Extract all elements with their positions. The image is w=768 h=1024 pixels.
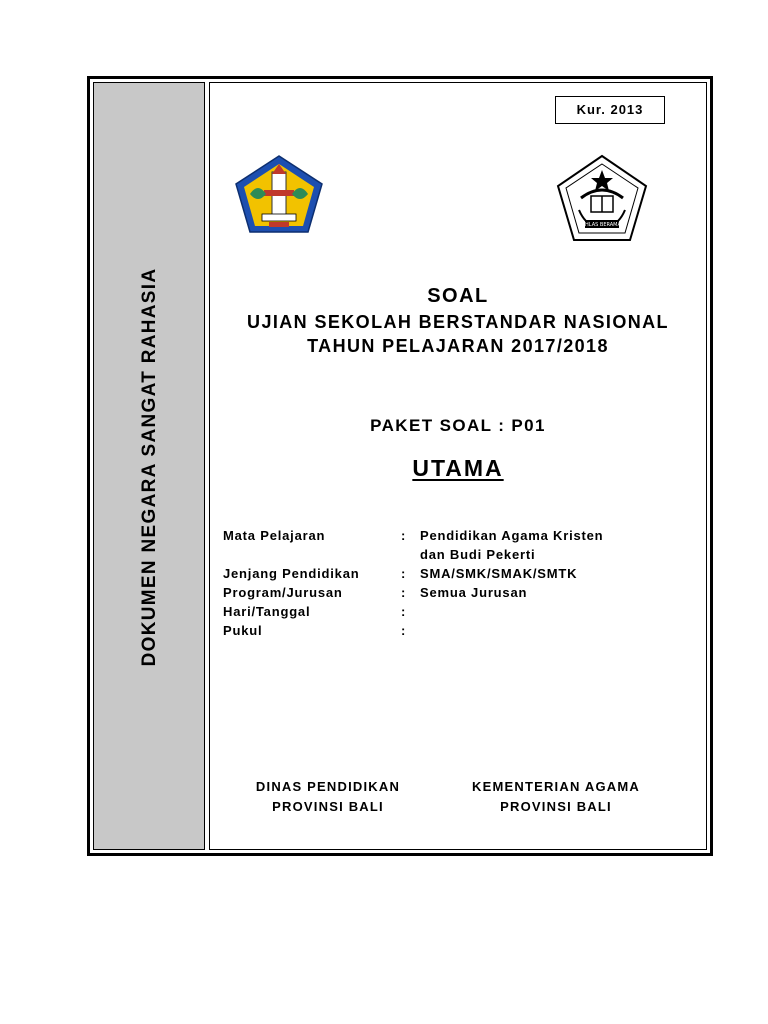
info-colon: :	[401, 528, 407, 543]
svg-text:IKHLAS BERAMAL: IKHLAS BERAMAL	[580, 222, 624, 228]
kementerian-agama-emblem-icon	[555, 154, 649, 242]
info-colon: :	[401, 604, 407, 619]
package-type: UTAMA	[412, 455, 504, 481]
info-colon: :	[401, 566, 407, 581]
classification-label: DOKUMEN NEGARA SANGAT RAHASIA	[139, 267, 160, 667]
info-colon: :	[401, 585, 407, 600]
academic-year: TAHUN PELAJARAN 2017/2018	[307, 336, 609, 356]
cover-content	[209, 82, 707, 850]
issuer-name: KEMENTERIAN AGAMA	[472, 779, 640, 794]
info-value: Pendidikan Agama Kristen	[420, 528, 604, 543]
exam-name: UJIAN SEKOLAH BERSTANDAR NASIONAL	[247, 312, 669, 332]
issuer-religious-ministry	[458, 777, 654, 817]
issuer-region: PROVINSI BALI	[500, 799, 612, 814]
curriculum-badge: Kur. 2013	[555, 96, 665, 124]
info-value: Semua Jurusan	[420, 585, 528, 600]
issuer-name: DINAS PENDIDIKAN	[255, 779, 401, 794]
info-label: Mata Pelajaran	[223, 528, 326, 543]
info-label: Program/Jurusan	[223, 585, 343, 600]
info-label: Pukul	[223, 623, 263, 638]
info-value: dan Budi Pekerti	[420, 547, 536, 562]
issuer-region: PROVINSI BALI	[272, 799, 384, 814]
classification-sidebar	[93, 82, 205, 850]
cover-frame	[87, 76, 713, 856]
bali-province-emblem-icon	[234, 154, 324, 234]
document-title: SOAL	[427, 285, 489, 307]
info-value: SMA/SMK/SMAK/SMTK	[420, 566, 578, 581]
info-colon: :	[401, 623, 407, 638]
package-label: PAKET SOAL : P01	[370, 416, 546, 435]
info-label: Jenjang Pendidikan	[223, 566, 360, 581]
info-label: Hari/Tanggal	[223, 604, 311, 619]
issuer-education-office	[238, 777, 418, 817]
